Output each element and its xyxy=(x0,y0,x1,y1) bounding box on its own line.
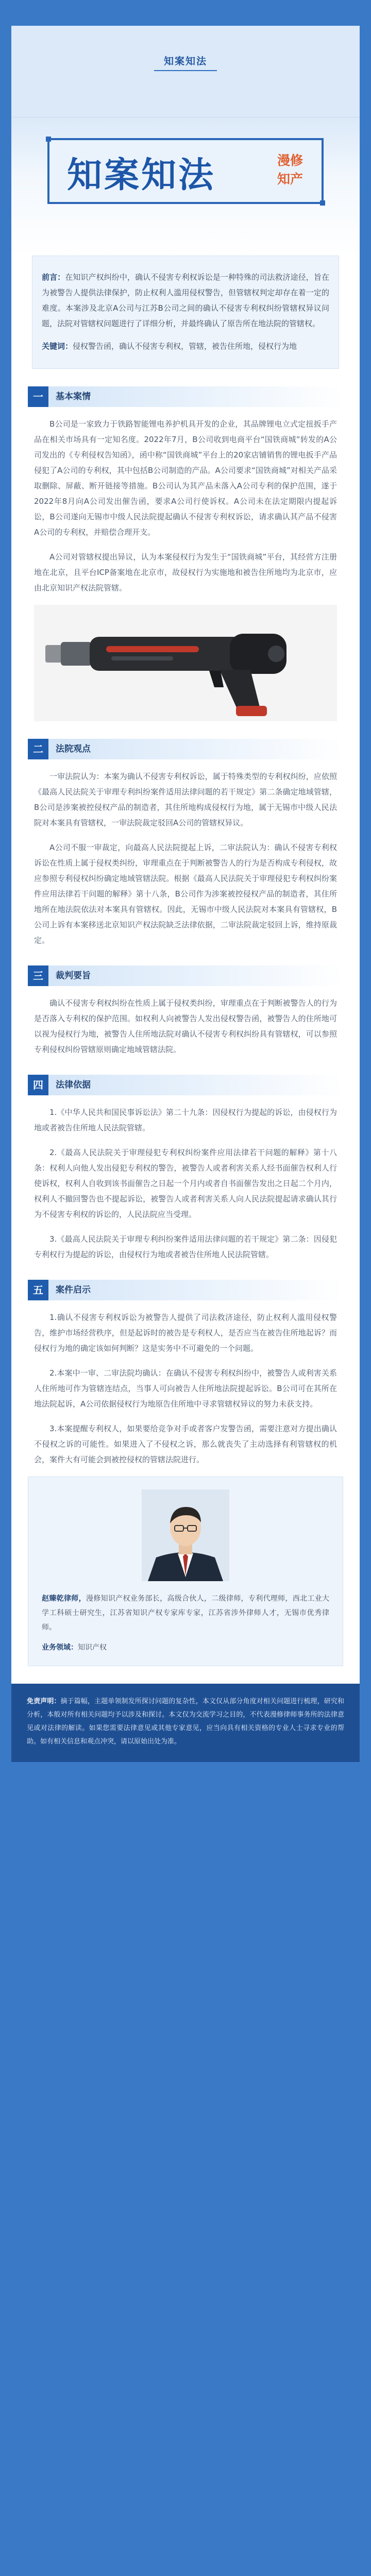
paragraph: 2.《最高人民法院关于审理侵犯专利权纠纷案件应用法律若干问题的解释》第十八条：权利人向他人发出侵犯专利权的警告，被警告人或者利害关系人经书面催告权利人行使诉权，权利人自收到该书面催告之日起一个月内或者自书面催告发出之日起二个月内，权利人不撤回警告也不提起诉讼，被警告人或者利害关系人向人民法院提起请求确认其行为不侵害专利权的诉讼的，人民法院应当受理。 xyxy=(34,1148,337,1219)
section-header xyxy=(28,739,343,759)
paragraph: 一审法院认为：本案为确认不侵害专利权诉讼，属于特殊类型的专利权纠纷，应依照《最高人民法院关于审理专利纠纷案件适用法律问题的若干规定》第二条确定地域管辖，B公司是涉案被控侵权产品的制造者，其住所地构成侵权行为地，属于无锡市中级人民法院对本案具有管辖权，一审法院裁定驳回A公司的管辖权异议。 xyxy=(34,772,337,827)
section-case-insights xyxy=(11,1280,360,1467)
paragraph: 确认不侵害专利权纠纷在性质上属于侵权类纠纷，审理重点在于判断被警告人的行为是否落入专利权的保护范围。如权利人向被警告人发出侵权警告函，被警告人的住所地可以视为侵权行为地，被警告人住所地法院对确认不侵害专利权纠纷具有管辖权，可以参照专利侵权纠纷管辖原则确定地域管辖法院。 xyxy=(34,998,337,1054)
preface-label: 前言： xyxy=(42,273,65,282)
section-body xyxy=(34,769,337,948)
paragraph: 1.《中华人民共和国民事诉讼法》第二十九条：因侵权行为提起的诉讼，由侵权行为地或者被告住所地人民法院管辖。 xyxy=(34,1108,337,1132)
paragraph: A公司不服一审裁定，向最高人民法院提起上诉，二审法院认为：确认不侵害专利权诉讼在性质上属于侵权类纠纷，审理重点在于判断被警告人的行为是否构成专利侵权，故应参照专利侵权纠纷确定地域管辖法院。根据《最高人民法院关于审理侵犯专利权纠纷案件应用法律若干问题的解释》第十八条，B公司作为涉案被控侵权产品的制造者，其住所地所在地法院依法对本案具有管辖权。因此，无锡市中级人民法院对本案具有管辖权，B公司上诉有本案移送北京知识产权法院缺乏法律依据，二审法院裁定驳回上诉，维持原裁定。 xyxy=(34,843,337,945)
banner-sub-line2: 知产 xyxy=(277,172,303,187)
section-number-badge: 二 xyxy=(28,739,48,759)
paragraph: 1.确认不侵害专利权诉讼为被警告人提供了司法救济途径，防止权利人滥用侵权警告，维护市场经营秩序，但是起诉时的被告是专利权人，是否应当在被告住所地起诉？而侵权行为地的确定该如何判断？这是实务中不可避免的一个问题。 xyxy=(34,1313,337,1353)
section-judgment-gist xyxy=(11,965,360,1057)
article-page xyxy=(11,26,360,1762)
banner-logo xyxy=(47,138,324,204)
hero-banner-area xyxy=(11,117,360,256)
section-number-badge: 五 xyxy=(28,1280,48,1300)
power-tool-photo xyxy=(34,605,337,721)
section-title: 法律依据 xyxy=(56,1080,91,1090)
paragraph: 3.本案提醒专利权人，如果要给竞争对手或者客户发警告函，需要注意对方提出确认不侵权之诉的可能性。如果进入了不侵权之诉，那么就丧失了主动选择有利管辖权的机会，案件大有可能会到被控侵权的管辖法院进行。 xyxy=(34,1424,337,1464)
disclaimer-label: 免责声明： xyxy=(27,1698,61,1705)
lawyer-bio-text: 漫修知识产权业务部长，高级合伙人，二级律师，专利代理师，西北工业大学工科硕士研究生，江苏省知识产权专家库专家，江苏省涉外律师人才，无锡市优秀律师。 xyxy=(42,1595,330,1632)
section-title: 案件启示 xyxy=(56,1285,91,1295)
banner-subtitle xyxy=(270,151,310,189)
preface-text: 在知识产权纠纷中，确认不侵害专利权诉讼是一种特殊的司法救济途径，旨在为被警告人提供法律保护，防止权利人滥用侵权警告，但管辖权判定却存在着一定的难度。本案涉及北京A公司与江苏B公司之间的确认不侵害专利权纠纷管辖权异议问题，法院对管辖权问题进行了详细分析，并最终确认了原告所在地法院的管辖权。 xyxy=(42,273,329,328)
banner-sub-line1: 漫修 xyxy=(277,153,303,168)
section-body xyxy=(34,1105,337,1262)
paragraph: B公司是一家致力于铁路智能锂电养护机具开发的企业，其品牌锂电立式定扭扳手产品在相关市场具有一定知名度。2022年7月，B公司收到电商平台“国铁商城”转发的A公司发出的《专利侵权告知函》，函中称“国铁商城”平台上的20家店铺销售的锂电扳手产品侵犯了A公司的专利权，其中包括B公司制造的产品。A公司要求“国铁商城”对相关产品采取删除、屏蔽、断开链接等措施。B公司认为其产品未落入A公司专利的保护范围，遂于2022年8月向A公司发出催告函，要求A公司行使诉权。A公司未在法定期限内提起诉讼，B公司遂向无锡市中级人民法院提起确认不侵害专利权诉讼，请求确认其产品不侵害A公司的专利权，并赔偿合理开支。 xyxy=(34,419,337,537)
section-number-badge: 四 xyxy=(28,1075,48,1095)
domain-value: 知识产权 xyxy=(78,1643,107,1652)
corner-dot-icon xyxy=(46,137,51,142)
keywords xyxy=(42,338,329,354)
section-legal-basis xyxy=(11,1075,360,1262)
section-header xyxy=(28,386,343,407)
lawyer-domain xyxy=(42,1642,329,1652)
lawyer-name: 赵臻乾律师， xyxy=(42,1595,86,1603)
domain-label: 业务领域： xyxy=(42,1643,78,1652)
paragraph: 3.《最高人民法院关于审理专利纠纷案件适用法律问题的若干规定》第二条：因侵犯专利权行为提起的诉讼，由侵权行为地或者被告住所地人民法院管辖。 xyxy=(34,1234,337,1259)
paragraph: A公司对管辖权提出异议，认为本案侵权行为发生于“国铁商城”平台，其经营方注册地在北京，且平台ICP备案地在北京市，故侵权行为实施地和被告住所地均为北京市，应由北京知识产权法院管辖。 xyxy=(34,552,337,592)
lawyer-card xyxy=(28,1477,343,1666)
lawyer-bio xyxy=(42,1591,329,1635)
section-court-opinion xyxy=(11,739,360,948)
section-body xyxy=(34,1310,337,1467)
corner-dot-icon xyxy=(320,200,325,206)
power-tool-icon xyxy=(34,605,337,721)
section-header xyxy=(28,1280,343,1300)
disclaimer xyxy=(11,1684,360,1762)
portrait-icon xyxy=(142,1489,229,1581)
header-tagline: 知案知法 xyxy=(163,56,207,67)
section-number-badge: 三 xyxy=(28,965,48,986)
section-title: 裁判要旨 xyxy=(56,971,91,981)
section-body xyxy=(34,416,337,596)
section-header xyxy=(28,1075,343,1095)
banner-title: 知案知法 xyxy=(67,155,216,196)
paragraph: 2.本案中一审、二审法院均确认：在确认不侵害专利权纠纷中，被警告人或利害关系人住所地可作为管辖连结点，当事人可向被告人住所地法院提起诉讼。B公司可在其所在地法院起诉，A公司依据侵权行为地原告住所地中寻求管辖权异议的努力未获支持。 xyxy=(34,1368,337,1409)
keywords-text: 侵权警告函，确认不侵害专利权，管辖，被告住所地，侵权行为地 xyxy=(73,342,297,351)
section-title: 基本案情 xyxy=(56,392,91,402)
section-header xyxy=(28,965,343,986)
header-band xyxy=(11,26,360,117)
tagline-underline xyxy=(154,70,217,71)
section-body xyxy=(34,995,337,1057)
section-number-badge: 一 xyxy=(28,386,48,407)
intro-box xyxy=(32,256,339,369)
section-title: 法院观点 xyxy=(56,744,91,754)
disclaimer-text: 摘于篇幅，主题单领制发所探讨问题的复杂性，本文仅从部分角度对相关问题进行梳理，研究和分析，本般对所有相关问题均予以涉及和探讨。本文仅为交流学习之目的，不代表漫修律师事务所的法律意见或对法律的解读。如果您需要法律意见或其他专家意见，应当向具有相关资格的专业人士寻求专业的帮助。如有相关信息和观点冲突，请以原始出处为准。 xyxy=(27,1698,344,1745)
keywords-label: 关键词： xyxy=(42,342,73,351)
lawyer-photo xyxy=(142,1489,229,1581)
preface xyxy=(42,269,329,331)
section-basic-facts xyxy=(11,386,360,721)
